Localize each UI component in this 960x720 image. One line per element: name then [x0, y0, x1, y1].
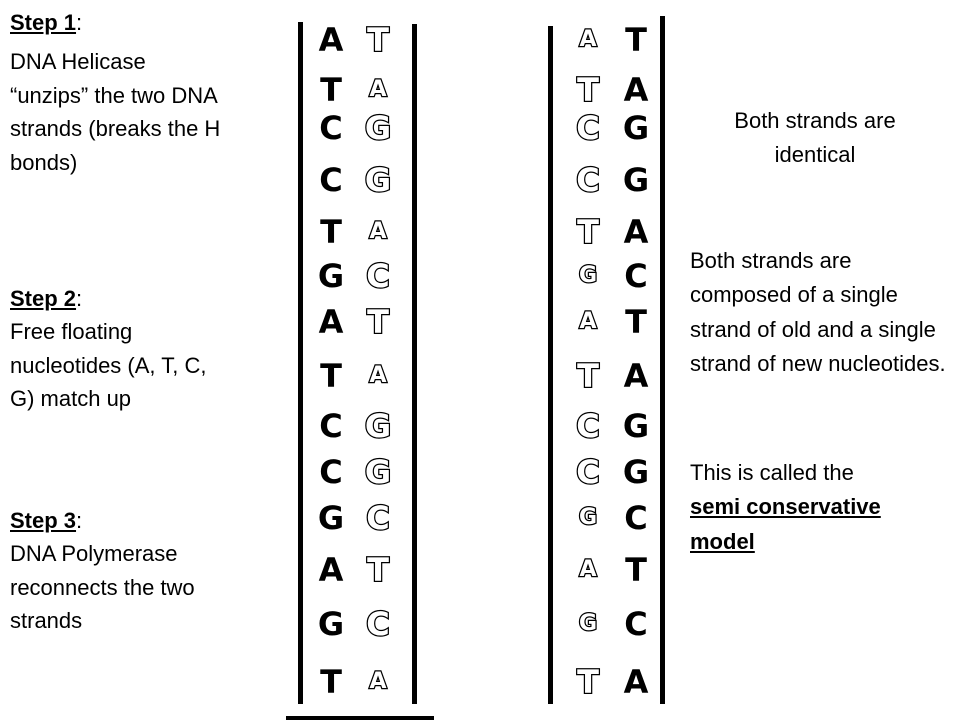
step-1: Step 1: DNA Helicase “unzips” the two DNA strands (breaks the H bonds)	[10, 6, 222, 179]
left-helix-old-strand-base: G	[317, 605, 345, 643]
right-helix-new-strand-base: T	[577, 213, 599, 251]
right-helix-old-strand-base: G	[622, 407, 650, 445]
right-helix-old-strand-base: A	[623, 213, 649, 251]
right-helix-old-strand-base: G	[622, 109, 650, 147]
right-helix-old-strand-base: T	[625, 21, 647, 59]
right-helix-new-strand-base: C	[576, 453, 600, 491]
model-intro: This is called the	[690, 460, 854, 485]
right-helix-old-strand-base: G	[622, 453, 650, 491]
left-helix-base-line	[286, 716, 434, 720]
right-helix-old-strand-base: A	[623, 357, 649, 395]
right-helix-new-strand-base: A	[579, 557, 597, 582]
step-1-label: Step 1	[10, 10, 77, 35]
left-helix-old-strand-base: A	[318, 551, 344, 589]
left-helix-old-strand-base: T	[320, 357, 342, 395]
left-helix-old-strand-base: G	[317, 257, 345, 295]
left-helix-old-strand-base: A	[318, 21, 344, 59]
right-helix-old-strand-base: A	[623, 71, 649, 109]
right-helix-old-strand-base: C	[624, 257, 648, 295]
left-helix-new-strand-base: G	[364, 453, 392, 491]
right-helix-new-strand-base: C	[576, 109, 600, 147]
left-helix-old-strand-base: A	[318, 303, 344, 341]
identical-note: Both strands are identical	[734, 108, 896, 168]
left-helix-new-strand-base: A	[369, 669, 387, 694]
left-helix-backbone-left	[298, 22, 303, 704]
left-helix-new-strand-base: A	[369, 219, 387, 244]
left-helix-new-strand-base: G	[364, 407, 392, 445]
step-3-label: Step 3	[10, 508, 77, 533]
left-helix-new-strand-base: C	[366, 499, 390, 537]
right-helix-old-strand-base: C	[624, 605, 648, 643]
left-helix-new-strand-base: A	[369, 363, 387, 388]
step-3: Step 3: DNA Polymerase reconnects the two strands	[10, 504, 222, 638]
right-helix-new-strand-base: T	[577, 663, 599, 701]
step-2-text: Free floating nucleotides (A, T, C, G) match up	[10, 319, 207, 412]
right-helix-new-strand-base: A	[579, 309, 597, 334]
model-note	[690, 456, 940, 559]
left-helix-backbone-right	[412, 24, 417, 704]
left-helix-new-strand-base: C	[366, 257, 390, 295]
right-helix-old-strand-base: C	[624, 499, 648, 537]
model-term: semi conservative model	[690, 494, 881, 554]
right-helix-new-strand-base: G	[578, 611, 598, 636]
left-helix-new-strand-base: T	[367, 551, 389, 589]
left-helix-old-strand-base: C	[319, 161, 343, 199]
left-helix-new-strand-base: T	[367, 303, 389, 341]
step-2: Step 2: Free floating nucleotides (A, T, C, G) match up	[10, 282, 222, 416]
right-helix-new-strand-base: G	[578, 263, 598, 288]
left-helix-old-strand-base: T	[320, 213, 342, 251]
right-helix-backbone-left	[548, 26, 553, 704]
step-1-text: DNA Helicase “unzips” the two DNA strands (breaks the H bonds)	[10, 49, 221, 175]
right-helix-old-strand-base: G	[622, 161, 650, 199]
left-helix-old-strand-base: C	[319, 407, 343, 445]
left-helix-new-strand-base: G	[364, 161, 392, 199]
step-3-text: DNA Polymerase reconnects the two strands	[10, 541, 195, 634]
right-helix-new-strand-base: T	[577, 357, 599, 395]
right-helix-old-strand-base: T	[625, 303, 647, 341]
left-helix-old-strand-base: T	[320, 663, 342, 701]
right-helix-old-strand-base: T	[625, 551, 647, 589]
left-helix-old-strand-base: G	[317, 499, 345, 537]
left-helix-new-strand-base: C	[366, 605, 390, 643]
right-helix-new-strand-base: C	[576, 161, 600, 199]
right-helix-old-strand-base: A	[623, 663, 649, 701]
step-2-label: Step 2	[10, 286, 77, 311]
composition-note: Both strands are composed of a single strand of old and a single strand of new nucleotides.	[690, 248, 946, 376]
left-helix-old-strand-base: C	[319, 453, 343, 491]
right-helix-new-strand-base: C	[576, 407, 600, 445]
left-helix-old-strand-base: C	[319, 109, 343, 147]
left-helix-new-strand-base: A	[369, 77, 387, 102]
left-helix-new-strand-base: G	[364, 109, 392, 147]
right-helix-backbone-right	[660, 16, 665, 704]
left-helix-new-strand-base: T	[367, 21, 389, 59]
right-helix-new-strand-base: T	[577, 71, 599, 109]
right-helix-new-strand-base: G	[578, 505, 598, 530]
right-helix-new-strand-base: A	[579, 27, 597, 52]
left-helix-old-strand-base: T	[320, 71, 342, 109]
